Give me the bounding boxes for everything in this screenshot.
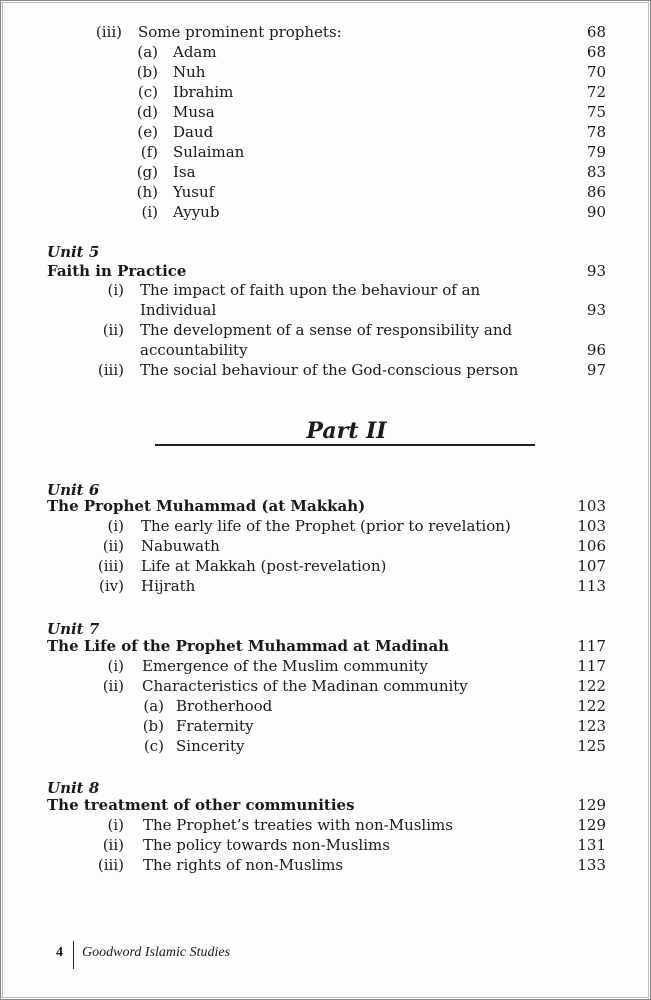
entry-page: 122	[577, 697, 606, 715]
toc-entry	[100, 516, 606, 536]
entry-numeral: (c)	[137, 83, 158, 101]
entry-page: 79	[586, 143, 606, 161]
entry-numeral: (iii)	[97, 856, 124, 874]
entry-title: The rights of non-Muslims	[143, 856, 344, 874]
entry-title: The policy towards non-Muslims	[143, 836, 390, 854]
entry-numeral: (b)	[142, 717, 164, 735]
entry-page: 83	[586, 163, 606, 181]
toc-entry	[97, 360, 606, 380]
entry-title-continued: Individual	[140, 301, 217, 319]
toc-subentry	[90, 202, 606, 222]
toc-subentry	[90, 62, 606, 82]
entry-title: Musa	[173, 103, 215, 121]
entry-numeral: (f)	[140, 143, 158, 161]
toc-entry-continued	[100, 340, 606, 360]
entry-numeral: (b)	[136, 63, 158, 81]
entry-page: 129	[577, 816, 606, 834]
toc-entry	[100, 320, 606, 340]
toc-subentry	[90, 122, 606, 142]
entry-page: 106	[577, 537, 606, 555]
toc-entry	[100, 280, 606, 300]
entry-page: 86	[586, 183, 606, 201]
entry-numeral: (a)	[143, 697, 164, 715]
entry-numeral: (h)	[136, 183, 158, 201]
unit-7-page: 117	[577, 637, 606, 655]
page-number: 4	[56, 945, 63, 960]
entry-page: 93	[586, 301, 606, 319]
toc-subentry	[90, 82, 606, 102]
entry-title: Isa	[173, 163, 196, 181]
toc-entry-prophets	[90, 22, 606, 42]
entry-numeral: (i)	[107, 281, 124, 299]
unit-5-label: Unit 5	[47, 243, 100, 261]
entry-page: 133	[577, 856, 606, 874]
unit-8-title-row	[47, 795, 606, 815]
unit-7-title: The Life of the Prophet Muhammad at Madinah	[47, 637, 450, 655]
entry-numeral: (a)	[137, 43, 158, 61]
entry-page: 123	[577, 717, 606, 735]
entry-numeral: (iii)	[97, 557, 124, 575]
entry-numeral: (d)	[136, 103, 158, 121]
entry-title: Yusuf	[173, 183, 215, 201]
entry-title: Ibrahim	[173, 83, 234, 101]
toc-subentry	[90, 162, 606, 182]
entry-title: Ayyub	[173, 203, 220, 221]
unit-7-label: Unit 7	[47, 620, 100, 638]
toc-subentry	[90, 142, 606, 162]
unit-8-title: The treatment of other communities	[47, 796, 355, 814]
footer-divider	[73, 941, 74, 969]
unit-6-title-row	[47, 496, 606, 516]
entry-page: 90	[586, 203, 606, 221]
entry-title: Fraternity	[176, 717, 254, 735]
toc-entry	[100, 656, 606, 676]
entry-title-continued: accountability	[140, 341, 248, 359]
unit-8-label: Unit 8	[47, 779, 100, 797]
toc-subentry	[140, 736, 606, 756]
toc-entry	[100, 815, 606, 835]
unit-6-page: 103	[577, 497, 606, 515]
entry-numeral: (i)	[107, 517, 124, 535]
unit-7-title-row	[47, 636, 606, 656]
unit-5-title-row	[47, 261, 606, 281]
entry-numeral: (ii)	[102, 321, 124, 339]
entry-title: Some prominent prophets:	[138, 23, 342, 41]
toc-entry	[100, 576, 606, 596]
entry-numeral: (ii)	[102, 677, 124, 695]
entry-numeral: (i)	[107, 657, 124, 675]
entry-numeral: (iii)	[97, 361, 124, 379]
entry-numeral: (c)	[143, 737, 164, 755]
toc-subentry	[140, 696, 606, 716]
entry-title: Emergence of the Muslim community	[142, 657, 428, 675]
entry-title: The impact of faith upon the behaviour of an	[140, 281, 481, 299]
entry-numeral: (ii)	[102, 836, 124, 854]
entry-title: Life at Makkah (post-revelation)	[141, 557, 387, 575]
entry-title: Sincerity	[176, 737, 245, 755]
entry-title: The Prophet’s treaties with non-Muslims	[143, 816, 453, 834]
toc-subentry	[90, 42, 606, 62]
unit-5-title: Faith in Practice	[47, 262, 187, 280]
entry-page: 97	[586, 361, 606, 379]
entry-page: 68	[586, 43, 606, 61]
part-heading: Part II	[306, 418, 387, 444]
entry-page: 70	[586, 63, 606, 81]
entry-numeral: (iv)	[99, 577, 124, 595]
entry-numeral: (i)	[107, 816, 124, 834]
toc-subentry	[90, 102, 606, 122]
toc-entry	[97, 556, 606, 576]
entry-page: 117	[577, 657, 606, 675]
entry-title: Daud	[173, 123, 214, 141]
entry-page: 131	[577, 836, 606, 854]
entry-numeral: (i)	[141, 203, 158, 221]
entry-title: Characteristics of the Madinan community	[142, 677, 468, 695]
entry-title: The early life of the Prophet (prior to revelation)	[141, 517, 511, 535]
toc-entry	[100, 676, 606, 696]
entry-page: 72	[586, 83, 606, 101]
entry-title: Nuh	[173, 63, 206, 81]
unit-6-label: Unit 6	[47, 481, 100, 499]
entry-title: Hijrath	[141, 577, 196, 595]
entry-title: Sulaiman	[173, 143, 245, 161]
entry-page: 68	[586, 23, 606, 41]
entry-page: 107	[577, 557, 606, 575]
unit-5-page: 93	[586, 262, 606, 280]
toc-subentry	[90, 182, 606, 202]
entry-numeral: (g)	[136, 163, 158, 181]
entry-title: The development of a sense of responsibility and	[140, 321, 513, 339]
entry-title: Adam	[173, 43, 217, 61]
entry-page: 78	[586, 123, 606, 141]
entry-title: The social behaviour of the God-conscious person	[140, 361, 519, 379]
toc-entry	[97, 855, 606, 875]
entry-numeral: (e)	[137, 123, 158, 141]
toc-subentry	[140, 716, 606, 736]
entry-title: Nabuwath	[141, 537, 220, 555]
entry-page: 113	[577, 577, 606, 595]
toc-entry	[100, 536, 606, 556]
unit-8-page: 129	[577, 796, 606, 814]
entry-page: 75	[586, 103, 606, 121]
entry-numeral: (iii)	[95, 23, 122, 41]
entry-page: 125	[577, 737, 606, 755]
unit-6-title: The Prophet Muhammad (at Makkah)	[47, 497, 366, 515]
toc-entry-continued	[100, 300, 606, 320]
book-title: Goodword Islamic Studies	[82, 945, 231, 960]
entry-page: 96	[586, 341, 606, 359]
part-divider	[155, 444, 535, 446]
entry-numeral: (ii)	[102, 537, 124, 555]
entry-page: 122	[577, 677, 606, 695]
entry-page: 103	[577, 517, 606, 535]
entry-title: Brotherhood	[176, 697, 273, 715]
toc-entry	[100, 835, 606, 855]
